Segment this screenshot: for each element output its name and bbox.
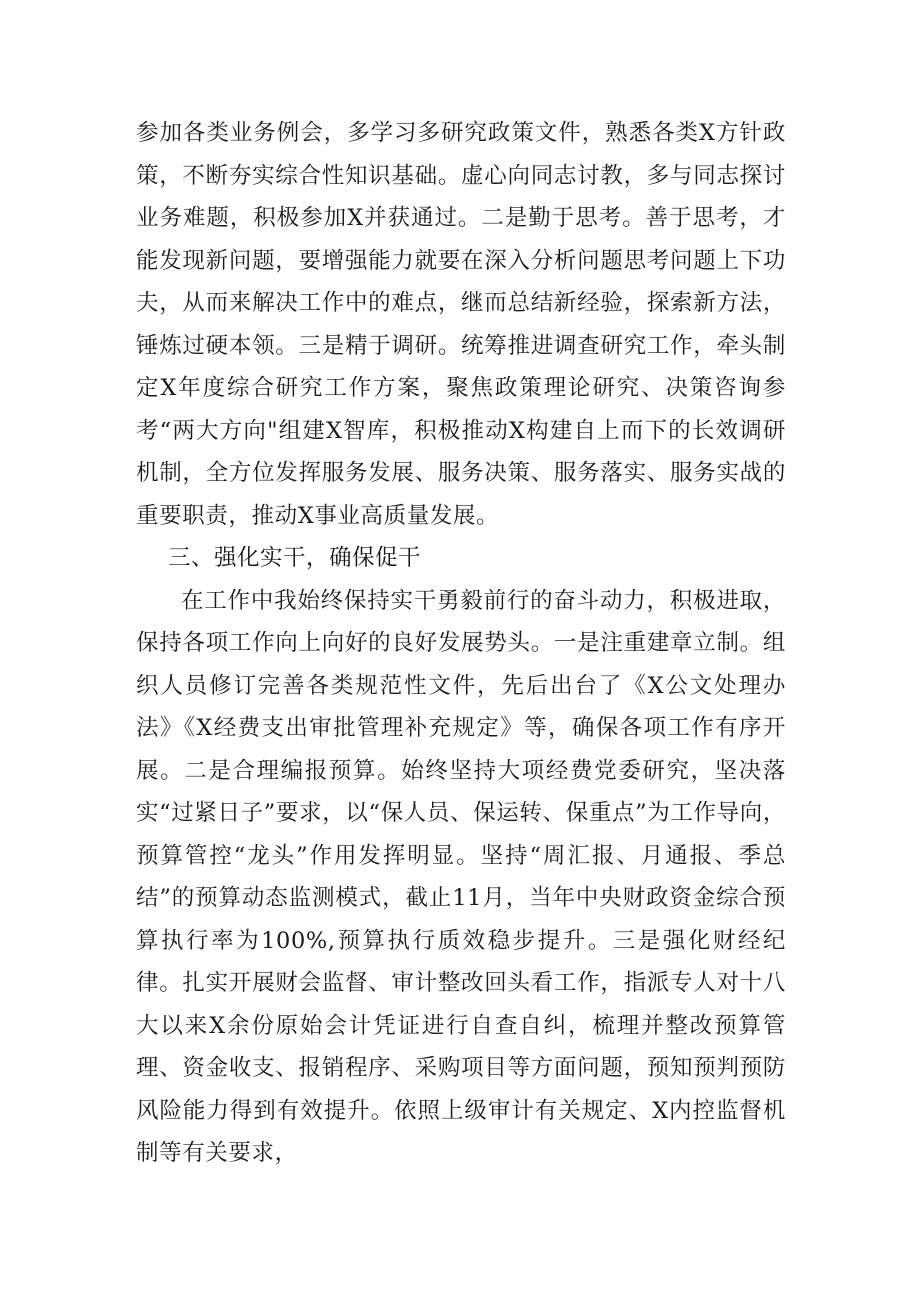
document-body <box>136 112 786 1175</box>
paragraph-section-3: 在工作中我始终保持实干勇毅前行的奋斗动力，积极进取，保持各项工作向上向好的良好发展势头。一是注重建章立制。组织人员修订完善各类规范性文件，先后出台了《X公文处理办法》《X经费支出审批管理补充规定》等，确保各项工作有序开展。二是合理编报预算。始终坚持大项经费党委研究，坚决落实“过紧日子”要求，以“保人员、保运转、保重点”为工作导向，预算管控“龙头”作用发挥明显。坚持“周汇报、月通报、季总结”的预算动态监测模式，截止11月，当年中央财政资金综合预算执行率为100%,预算执行质效稳步提升。三是强化财经纪律。扎实开展财会监督、审计整改回头看工作，指派专人对十八大以来X余份原始会计凭证进行自查自纠，梳理并整改预算管理、资金收支、报销程序、采购项目等方面问题，预知预判预防风险能力得到有效提升。依照上级审计有关规定、X内控监督机制等有关要求， <box>136 587 786 1166</box>
section-heading-3: 三、强化实干，确保促干 <box>168 545 422 571</box>
paragraph-continued: 参加各类业务例会，多学习多研究政策文件，熟悉各类X方针政策，不断夯实综合性知识基础。虚心向同志讨教，多与同志探讨业务难题，积极参加X并获通过。二是勤于思考。善于思考，才能发现新问题，要增强能力就要在深入分析问题思考问题上下功夫，从而来解决工作中的难点，继而总结新经验，探索新方法，锤炼过硬本领。三是精于调研。统筹推进调查研究工作，牵头制定X年度综合研究工作方案，聚焦政策理论研究、决策咨询参考“两大方向"组建X智库，积极推动X构建自上而下的长效调研机制，全方位发挥服务发展、服务决策、服务落实、服务实战的重要职责，推动X事业高质量发展。 <box>136 120 786 529</box>
